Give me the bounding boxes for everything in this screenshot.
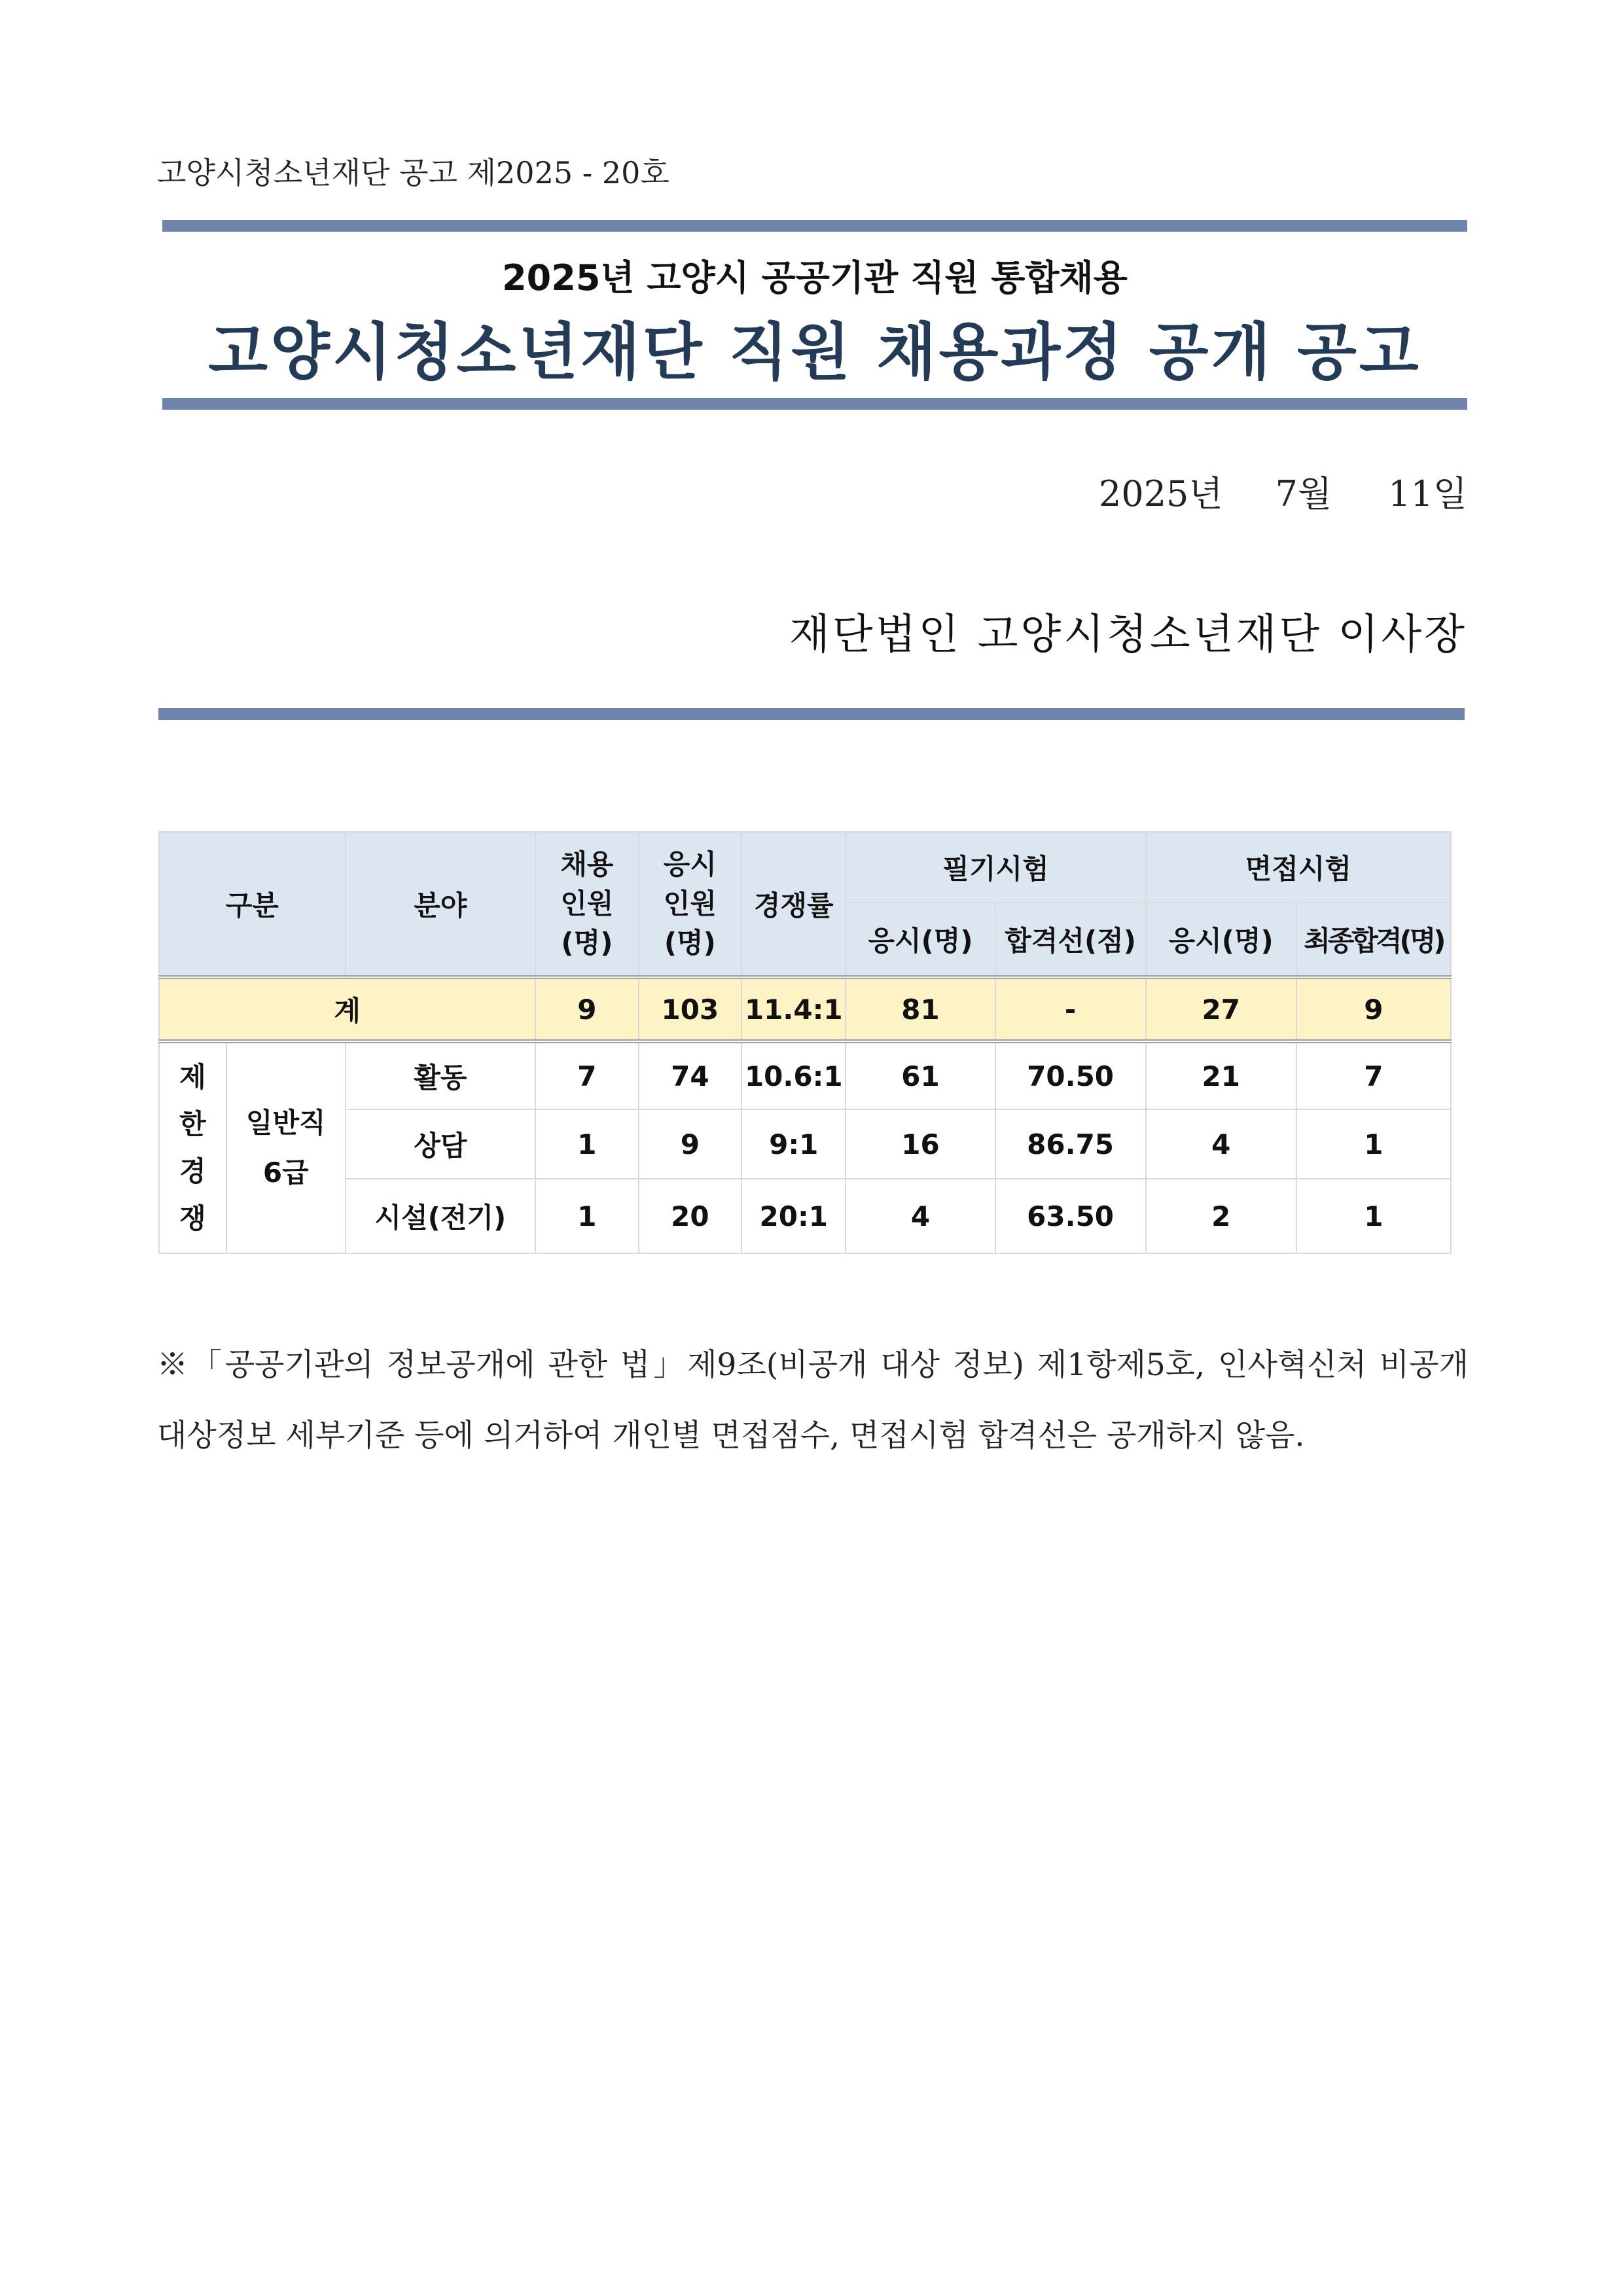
table-row — [159, 1109, 1451, 1179]
top-rule — [162, 220, 1467, 232]
total-rate: 11.4:1 — [741, 977, 846, 1041]
row-written-cutoff: 70.50 — [995, 1041, 1146, 1109]
notice-number: 고양시청소년재단 공고 제2025 - 20호 — [157, 155, 669, 190]
total-interview-applicants: 27 — [1146, 977, 1296, 1041]
issuer-bottom-rule — [158, 708, 1465, 720]
date-month: 7월 — [1275, 473, 1332, 514]
row-rate: 10.6:1 — [741, 1041, 846, 1109]
header-written-applicants: 응시(명) — [846, 903, 995, 977]
header-field: 분야 — [346, 832, 536, 977]
table-row — [159, 1179, 1451, 1253]
row-field: 시설(전기) — [346, 1179, 536, 1253]
total-written-cutoff: - — [995, 977, 1146, 1041]
total-row — [159, 977, 1451, 1041]
row-written-cutoff: 63.50 — [995, 1179, 1146, 1253]
row-final-pass: 1 — [1296, 1109, 1451, 1179]
row-written-applicants: 16 — [846, 1109, 995, 1179]
header-category: 구분 — [159, 832, 346, 977]
row-interview-applicants: 2 — [1146, 1179, 1296, 1253]
row-written-applicants: 61 — [846, 1041, 995, 1109]
row-final-pass: 1 — [1296, 1179, 1451, 1253]
recruitment-results-table — [158, 831, 1452, 1254]
total-written-applicants: 81 — [846, 977, 995, 1041]
row-final-pass: 7 — [1296, 1041, 1451, 1109]
issuer: 재단법인 고양시청소년재단 이사장 — [789, 611, 1467, 659]
total-label: 계 — [159, 977, 535, 1041]
row-applicants: 20 — [639, 1179, 741, 1253]
total-hire: 9 — [535, 977, 638, 1041]
row-field: 상담 — [346, 1109, 536, 1179]
date-year: 2025년 — [1098, 473, 1223, 514]
header-interview: 면접시험 — [1146, 832, 1451, 903]
row-interview-applicants: 21 — [1146, 1041, 1296, 1109]
footnote: ※「공공기관의 정보공개에 관한 법」제9조(비공개 대상 정보) 제1항제5호, 인사혁신처 비공개 대상정보 세부기준 등에 의거하여 개인별 면접점수, 면접시험 합격선은 공개하지 않음. — [157, 1347, 1469, 1454]
total-final-pass: 9 — [1296, 977, 1451, 1041]
header-written-exam: 필기시험 — [846, 832, 1145, 903]
title-bottom-rule — [162, 398, 1467, 410]
row-field: 활동 — [346, 1041, 536, 1109]
row-hire: 7 — [535, 1041, 638, 1109]
table-row — [159, 1041, 1451, 1109]
row-written-applicants: 4 — [846, 1179, 995, 1253]
row-rate: 9:1 — [741, 1109, 846, 1179]
row-hire: 1 — [535, 1179, 638, 1253]
header-applicant-count: 응시 인원 (명) — [639, 832, 741, 977]
row-hire: 1 — [535, 1109, 638, 1179]
header-interview-applicants: 응시(명) — [1146, 903, 1296, 977]
header-competition-rate: 경쟁률 — [741, 832, 846, 977]
total-applicants: 103 — [639, 977, 741, 1041]
header-hire-count: 채용 인원 (명) — [535, 832, 638, 977]
row-rate: 20:1 — [741, 1179, 846, 1253]
job-grade: 일반직 6급 — [226, 1041, 346, 1253]
page-title: 고양시청소년재단 직원 채용과정 공개 공고 — [208, 317, 1421, 388]
recruitment-type: 제 한 경 쟁 — [159, 1041, 226, 1253]
date-day: 11일 — [1388, 473, 1467, 514]
row-written-cutoff: 86.75 — [995, 1109, 1146, 1179]
header-final-pass: 최종합격(명) — [1296, 903, 1451, 977]
notice-date — [1099, 466, 1467, 516]
row-applicants: 74 — [639, 1041, 741, 1109]
header-written-cutoff: 합격선(점) — [995, 903, 1146, 977]
row-interview-applicants: 4 — [1146, 1109, 1296, 1179]
subtitle: 2025년 고양시 공공기관 직원 통합채용 — [502, 257, 1128, 298]
row-applicants: 9 — [639, 1109, 741, 1179]
